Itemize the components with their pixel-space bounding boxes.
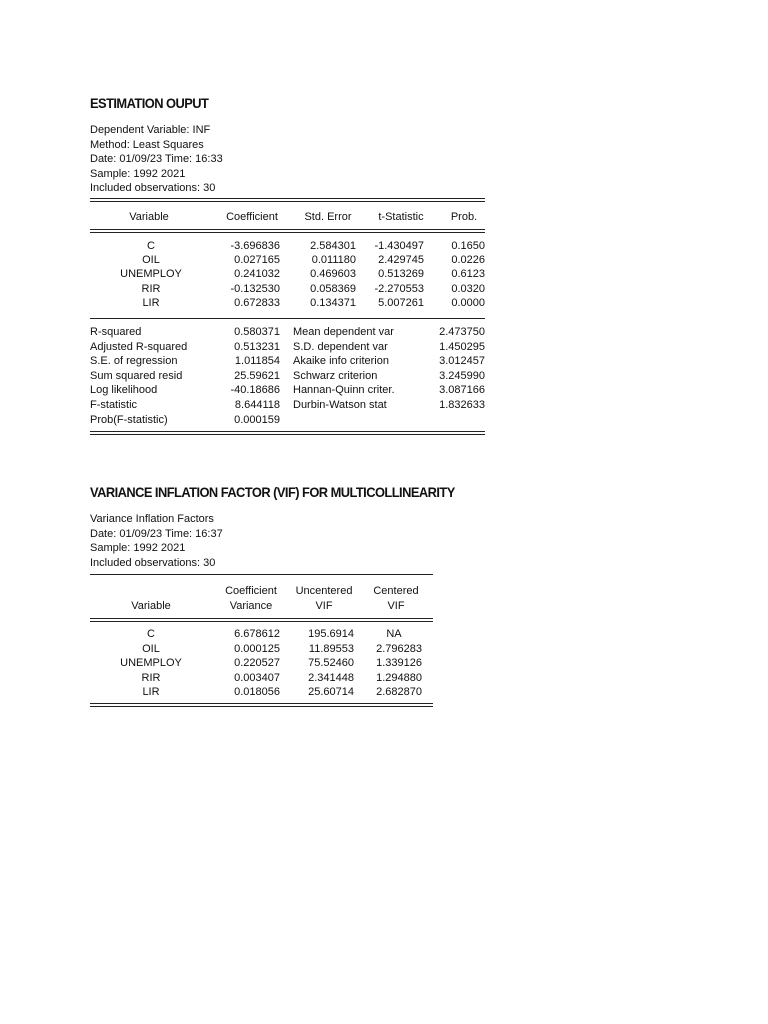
stat-label: Akaike info criterion xyxy=(293,355,389,367)
stat-label: Mean dependent var xyxy=(293,326,394,338)
prob-value: 0.0320 xyxy=(451,283,485,295)
table-rule xyxy=(90,574,433,575)
std-error-value: 2.584301 xyxy=(310,240,356,252)
stat-value: 1.450295 xyxy=(439,341,485,353)
stat-value: 8.644118 xyxy=(234,399,280,411)
stat-label: Adjusted R-squared xyxy=(90,341,188,353)
table-rule xyxy=(90,621,433,622)
stat-value: 1.832633 xyxy=(439,399,485,411)
estimation-meta xyxy=(90,123,223,196)
column-header: Variable xyxy=(131,600,171,612)
column-header: t-Statistic xyxy=(378,211,424,223)
meta-line: Date: 01/09/23 Time: 16:37 xyxy=(90,527,223,540)
column-header: VIF xyxy=(387,600,405,612)
table-rule xyxy=(90,201,485,202)
stat-label: Sum squared resid xyxy=(90,370,183,382)
column-header: Variable xyxy=(129,211,169,223)
column-header: Coefficient xyxy=(226,211,278,223)
t-statistic-value: 5.007261 xyxy=(378,297,424,309)
coefficient-variance-value: 0.000125 xyxy=(234,643,280,655)
meta-line: Method: Least Squares xyxy=(90,138,204,151)
uncentered-vif-value: 25.60714 xyxy=(308,686,354,698)
stat-label: F-statistic xyxy=(90,399,138,411)
t-statistic-value: -1.430497 xyxy=(374,240,424,252)
centered-vif-value: 2.796283 xyxy=(376,643,422,655)
table-rule xyxy=(90,232,485,233)
std-error-value: 0.469603 xyxy=(310,268,356,280)
std-error-value: 0.058369 xyxy=(310,283,356,295)
stat-label: Hannan-Quinn criter. xyxy=(293,384,395,396)
stat-label: R-squared xyxy=(90,326,142,338)
stat-value: 3.245990 xyxy=(439,370,485,382)
stat-label: Durbin-Watson stat xyxy=(293,399,387,411)
std-error-value: 0.011180 xyxy=(311,254,356,266)
coefficient-variance-value: 0.220527 xyxy=(234,657,280,669)
table-rule xyxy=(90,318,485,319)
prob-value: 0.1650 xyxy=(451,240,485,252)
variable-name: RIR xyxy=(141,283,161,295)
t-statistic-value: 2.429745 xyxy=(378,254,424,266)
t-statistic-value: 0.513269 xyxy=(378,268,424,280)
prob-value: 0.6123 xyxy=(451,268,485,280)
stat-label: Prob(F-statistic) xyxy=(90,414,168,426)
table-rule xyxy=(90,706,433,707)
stat-value: -40.18686 xyxy=(230,384,280,396)
variable-name: RIR xyxy=(141,672,161,684)
column-header: Variance xyxy=(229,600,273,612)
centered-vif-value: 1.294880 xyxy=(376,672,422,684)
uncentered-vif-value: 11.89553 xyxy=(308,643,354,655)
stat-label: S.E. of regression xyxy=(90,355,178,367)
stat-value: 0.000159 xyxy=(234,414,280,426)
table-rule xyxy=(90,703,433,704)
t-statistic-value: -2.270553 xyxy=(374,283,424,295)
stat-label: Schwarz criterion xyxy=(293,370,378,382)
table-rule xyxy=(90,434,485,435)
estimation-title: ESTIMATION OUPUT xyxy=(90,95,209,111)
coefficient-variance-value: 0.003407 xyxy=(234,672,280,684)
table-rule xyxy=(90,229,485,230)
coefficient-value: 0.672833 xyxy=(234,297,280,309)
prob-value: 0.0000 xyxy=(451,297,485,309)
centered-vif-value: 1.339126 xyxy=(376,657,422,669)
stat-value: 1.011854 xyxy=(234,355,280,367)
std-error-value: 0.134371 xyxy=(310,297,356,309)
column-header: Coefficient xyxy=(225,585,277,597)
stat-label: Log likelihood xyxy=(90,384,158,396)
column-header: Prob. xyxy=(450,211,478,223)
coefficient-value: 0.027165 xyxy=(234,254,280,266)
meta-line: Sample: 1992 2021 xyxy=(90,167,186,180)
coefficient-variance-value: 0.018056 xyxy=(234,686,280,698)
coefficient-value: -3.696836 xyxy=(230,240,280,252)
vif-meta xyxy=(90,512,223,570)
variable-name: C xyxy=(147,240,155,252)
column-header: VIF xyxy=(315,600,333,612)
stat-label: S.D. dependent var xyxy=(293,341,388,353)
table-rule xyxy=(90,431,485,432)
centered-vif-value: 2.682870 xyxy=(376,686,422,698)
meta-line: Sample: 1992 2021 xyxy=(90,542,186,555)
coefficient-variance-value: 6.678612 xyxy=(234,628,280,640)
variable-name: UNEMPLOY xyxy=(120,657,182,669)
stat-value: 3.087166 xyxy=(439,384,485,396)
stat-value: 0.580371 xyxy=(234,326,280,338)
vif-title: VARIANCE INFLATION FACTOR (VIF) FOR MULTICOLLINEARITY xyxy=(90,484,455,500)
column-header: Centered xyxy=(373,585,419,597)
coefficient-value: 0.241032 xyxy=(234,268,280,280)
centered-vif-value: NA xyxy=(386,628,402,640)
coefficient-value: -0.132530 xyxy=(230,283,280,295)
uncentered-vif-value: 75.52460 xyxy=(308,657,354,669)
stat-value: 25.59621 xyxy=(234,370,280,382)
variable-name: C xyxy=(147,628,155,640)
column-header: Uncentered xyxy=(295,585,353,597)
variable-name: OIL xyxy=(142,254,160,266)
column-header: Std. Error xyxy=(304,211,352,223)
stat-value: 0.513231 xyxy=(234,341,280,353)
uncentered-vif-value: 2.341448 xyxy=(308,672,354,684)
variable-name: UNEMPLOY xyxy=(120,268,182,280)
prob-value: 0.0226 xyxy=(451,254,485,266)
meta-line: Variance Inflation Factors xyxy=(90,513,214,525)
stat-value: 3.012457 xyxy=(439,355,485,367)
variable-name: LIR xyxy=(142,686,160,698)
table-rule xyxy=(90,198,485,199)
meta-line: Included observations: 30 xyxy=(90,556,216,569)
stat-value: 2.473750 xyxy=(439,326,485,338)
uncentered-vif-value: 195.6914 xyxy=(308,628,354,640)
meta-line: Dependent Variable: INF xyxy=(90,124,211,136)
meta-line: Date: 01/09/23 Time: 16:33 xyxy=(90,153,223,166)
variable-name: LIR xyxy=(142,297,160,309)
table-rule xyxy=(90,618,433,619)
variable-name: OIL xyxy=(142,643,160,655)
meta-line: Included observations: 30 xyxy=(90,182,216,195)
